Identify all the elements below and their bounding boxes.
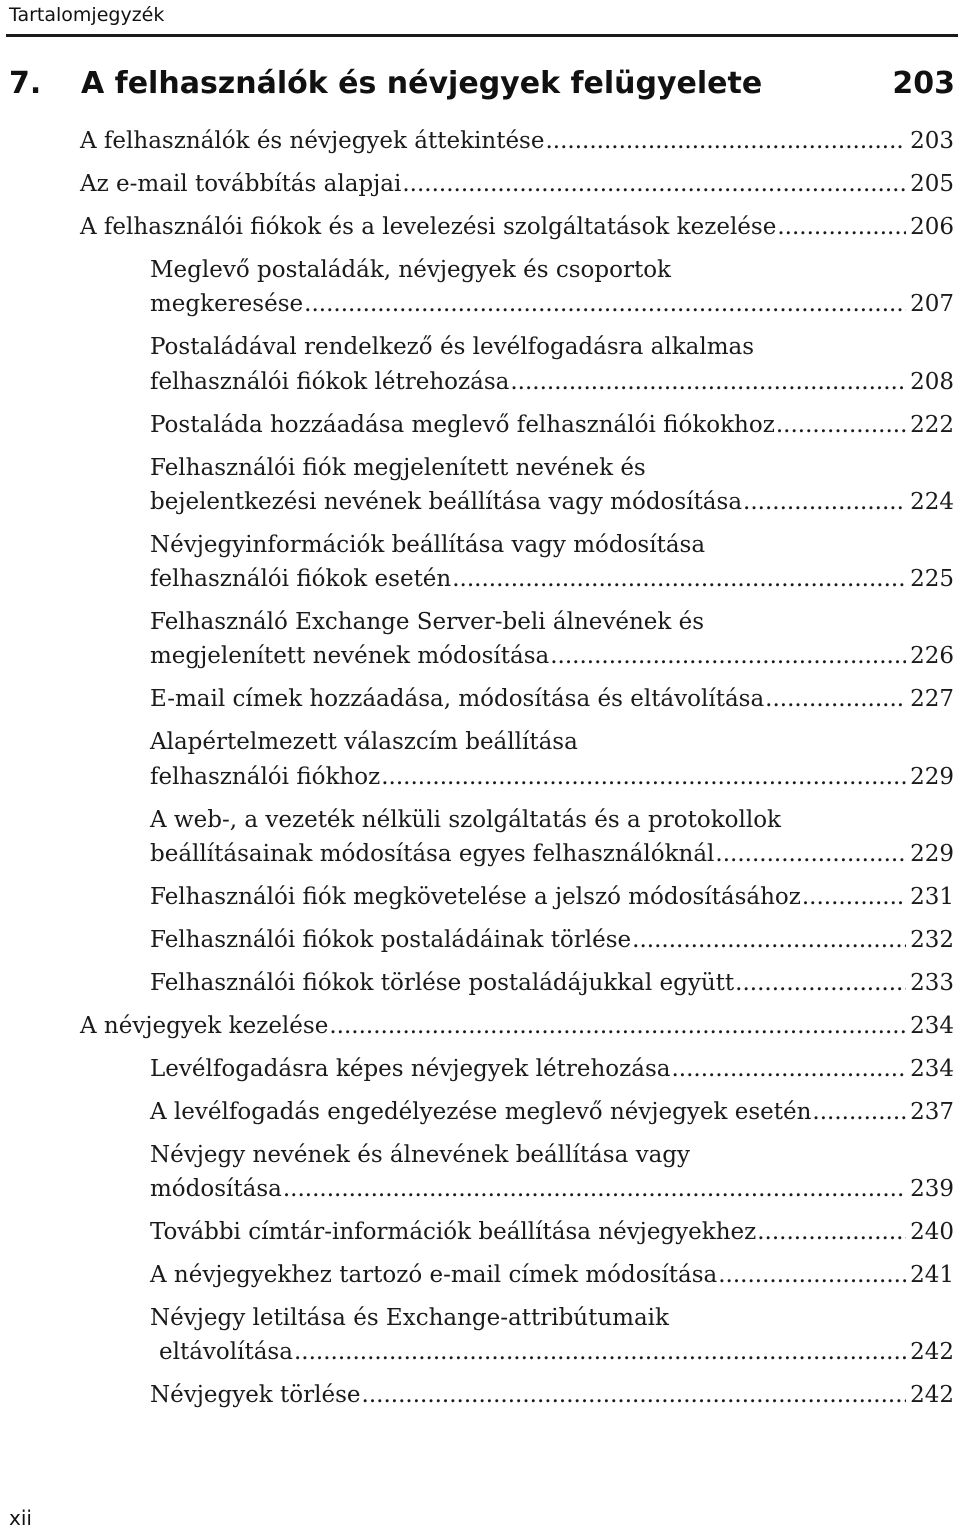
toc-entry-leader-row (150, 287, 954, 321)
chapter-title: A felhasználók és névjegyek felügyelete (81, 66, 763, 101)
toc-entry-text: Felhasználói fiók megkövetelése a jelszó módosításához (150, 883, 801, 910)
dot-leader (715, 837, 906, 871)
toc-entry[interactable] (0, 124, 954, 158)
toc-page-number: 227 (910, 686, 954, 713)
running-head: Tartalomjegyzék (9, 4, 165, 26)
toc-entry-text: E-mail címek hozzáadása, módosítása és eltávolítása (150, 686, 765, 713)
toc-page-number: 239 (910, 1176, 954, 1203)
dot-leader (550, 639, 906, 673)
toc-page-number: 226 (910, 643, 954, 670)
toc-entry-text: Felhasználói fiókok törlése postaládájukkal együtt (150, 969, 735, 996)
dot-leader (402, 167, 906, 201)
toc-entry-leader-row (80, 167, 954, 201)
toc-entry[interactable] (0, 451, 954, 520)
toc-entry[interactable] (0, 1378, 954, 1412)
toc-entry-text: felhasználói fiókok létrehozása (150, 368, 510, 395)
toc-entry-leader-row (80, 124, 954, 158)
dot-leader (743, 485, 906, 519)
toc-entry[interactable] (0, 682, 954, 716)
toc-entry-text: A névjegyek kezelése (80, 1012, 329, 1039)
toc-entry[interactable] (0, 923, 954, 957)
toc-page-number: 206 (910, 213, 954, 240)
dot-leader (765, 682, 906, 716)
toc-page-number: 241 (910, 1262, 954, 1289)
toc-entry-text: Felhasználói fiókok postaládáinak törlése (150, 926, 632, 953)
toc-entry-text: A felhasználók és névjegyek áttekintése (80, 128, 545, 154)
toc-entry[interactable] (0, 1095, 954, 1129)
toc-entry-text: A névjegyekhez tartozó e-mail címek módosítása (150, 1262, 718, 1289)
toc-entry[interactable] (0, 1138, 954, 1207)
toc-entry-text: Alapértelmezett válaszcím beállítása (150, 729, 578, 756)
dot-leader (510, 365, 906, 399)
toc-page-number: 229 (910, 763, 954, 790)
toc-entry[interactable] (0, 1215, 954, 1249)
toc-page-number: 225 (910, 566, 954, 593)
dot-leader (735, 966, 906, 1000)
chapter-number: 7. (9, 66, 42, 101)
toc-page-number: 242 (910, 1382, 954, 1409)
toc-page-number: 242 (910, 1339, 954, 1366)
toc-entry-text: További címtár-információk beállítása névjegyekhez (150, 1219, 757, 1246)
toc-list (0, 124, 960, 1413)
toc-page-number: 234 (910, 1055, 954, 1082)
toc-page-number: 207 (910, 291, 954, 318)
toc-entry-leader-row (150, 880, 954, 914)
dot-leader (777, 210, 906, 244)
toc-entry[interactable] (0, 966, 954, 1000)
dot-leader (381, 760, 906, 794)
toc-entry[interactable] (0, 1258, 954, 1292)
dot-leader (671, 1052, 906, 1086)
dot-leader (362, 1378, 907, 1412)
toc-page-number: 231 (910, 883, 954, 910)
toc-entry-leader-row (150, 1335, 954, 1369)
toc-entry-text: A felhasználói fiókok és a levelezési szolgáltatások kezelése (80, 213, 777, 240)
dot-leader (545, 124, 906, 158)
chapter-heading[interactable] (9, 62, 955, 106)
toc-entry-leader-row (150, 485, 954, 519)
toc-entry[interactable] (0, 725, 954, 794)
toc-entry-text: Felhasználó Exchange Server-beli álnevének és (150, 609, 705, 636)
page-folio: xii (9, 1506, 32, 1530)
toc-page-number: 234 (910, 1012, 954, 1039)
toc-entry[interactable] (0, 1009, 954, 1043)
toc-entry-leader-row (80, 1009, 954, 1043)
toc-entry-leader-row (150, 1095, 954, 1129)
toc-entry-text: Névjegyek törlése (150, 1382, 361, 1409)
toc-entry-text: A web-, a vezeték nélküli szolgáltatás és a protokollok (150, 806, 781, 833)
dot-leader (812, 1095, 906, 1129)
toc-entry-leader-row (80, 210, 954, 244)
toc-entry[interactable] (0, 408, 954, 442)
toc-entry-text: A levélfogadás engedélyezése meglevő névjegyek esetén (150, 1098, 812, 1125)
toc-page-number: 222 (910, 411, 954, 438)
toc-entry-text: Meglevő postaládák, névjegyek és csoportok (150, 256, 671, 283)
header-rule (6, 34, 958, 37)
toc-entry[interactable] (0, 528, 954, 597)
toc-entry-text: felhasználói fiókok esetén (150, 566, 452, 593)
dot-leader (718, 1258, 906, 1292)
toc-entry-leader-row (150, 408, 954, 442)
toc-entry[interactable] (0, 1052, 954, 1086)
toc-entry-text: eltávolítása (159, 1339, 293, 1366)
toc-page-number: 224 (910, 488, 954, 515)
toc-page-number: 208 (910, 368, 954, 395)
dot-leader (329, 1009, 906, 1043)
toc-entry-text: beállításainak módosítása egyes felhasználóknál (150, 840, 715, 867)
toc-page-number: 229 (910, 840, 954, 867)
toc-entry-leader-row (150, 1378, 954, 1412)
toc-entry-leader-row (150, 639, 954, 673)
toc-entry-leader-row (150, 1215, 954, 1249)
dot-leader (294, 1335, 906, 1369)
toc-entry-leader-row (150, 1172, 954, 1206)
toc-entry[interactable] (0, 167, 954, 201)
toc-page-number: 233 (910, 969, 954, 996)
toc-page-number: 232 (910, 926, 954, 953)
toc-entry-text: Postaládával rendelkező és levélfogadásra alkalmas (150, 334, 755, 361)
toc-entry-text: megkeresése (150, 291, 304, 318)
toc-entry-text: Névjegyinformációk beállítása vagy módosítása (150, 531, 706, 558)
toc-entry-leader-row (150, 562, 954, 596)
chapter-page-number: 203 (892, 66, 955, 101)
toc-entry-leader-row (150, 1258, 954, 1292)
toc-entry[interactable] (0, 803, 954, 872)
toc-page-number: 237 (910, 1098, 954, 1125)
toc-entry[interactable] (0, 1301, 954, 1370)
toc-entry-text: Levélfogadásra képes névjegyek létrehozása (150, 1055, 671, 1082)
toc-entry[interactable] (0, 880, 954, 914)
dot-leader (452, 562, 906, 596)
toc-entry-text: megjelenített nevének módosítása (150, 643, 550, 670)
toc-entry-leader-row (150, 837, 954, 871)
toc-page-number: 205 (910, 170, 954, 197)
toc-entry-text: Névjegy letiltása és Exchange-attribútumaik (150, 1305, 669, 1332)
toc-entry-leader-row (150, 923, 954, 957)
toc-entry-text: Az e-mail továbbítás alapjai (80, 170, 402, 197)
toc-entry-text: felhasználói fiókhoz (150, 763, 381, 790)
toc-entry-leader-row (150, 966, 954, 1000)
toc-entry-text: Postaláda hozzáadása meglevő felhasználói fiókokhoz (150, 411, 775, 438)
toc-entry-text: módosítása (150, 1176, 282, 1203)
toc-entry-leader-row (150, 1052, 954, 1086)
dot-leader (283, 1172, 906, 1206)
toc-page-number: 203 (910, 128, 954, 154)
toc-entry-leader-row (150, 365, 954, 399)
dot-leader (632, 923, 906, 957)
toc-page-number: 240 (910, 1219, 954, 1246)
toc-entry-text: bejelentkezési nevének beállítása vagy módosítása (150, 488, 743, 515)
dot-leader (802, 880, 906, 914)
toc-entry-text: Névjegy nevének és álnevének beállítása vagy (150, 1141, 691, 1168)
dot-leader (304, 287, 906, 321)
toc-entry-text: Felhasználói fiók megjelenített nevének és (150, 454, 646, 481)
toc-entry-leader-row (150, 682, 954, 716)
toc-entry[interactable] (0, 330, 954, 399)
toc-entry-leader-row (150, 760, 954, 794)
dot-leader (757, 1215, 906, 1249)
toc-entry[interactable] (0, 253, 954, 322)
toc-entry[interactable] (0, 605, 954, 674)
toc-entry[interactable] (0, 210, 954, 244)
dot-leader (776, 408, 906, 442)
